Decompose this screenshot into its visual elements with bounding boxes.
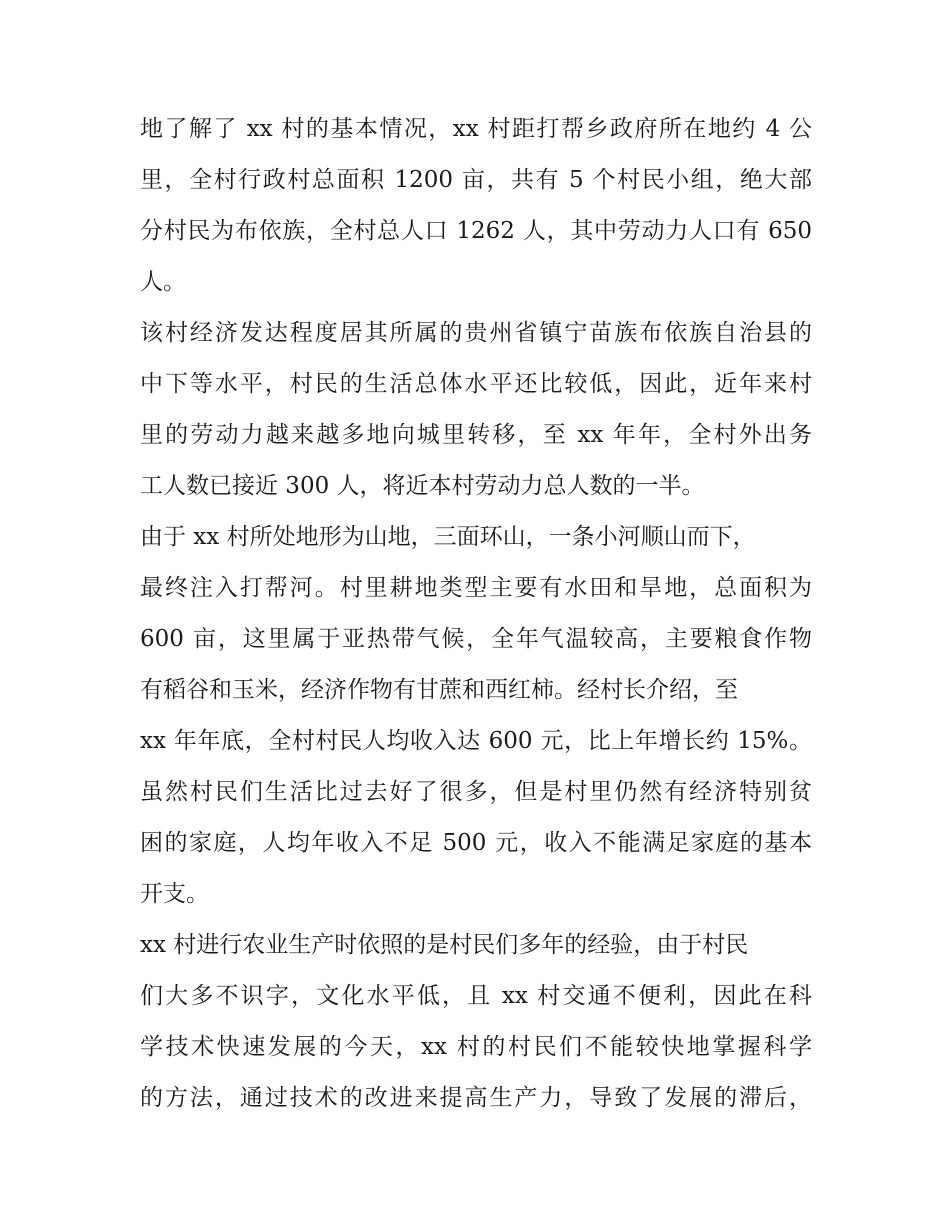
text-line: 地了解了 xx 村的基本情况，xx 村距打帮乡政府所在地约 4 公 xyxy=(140,116,812,142)
text-line: 们大多不识字，文化水平低，且 xx 村交通不便利，因此在科 xyxy=(140,983,812,1009)
document-body xyxy=(140,104,812,1124)
text-line: 分村民为布依族，全村总人口 1262 人，其中劳动力人口有 650 xyxy=(140,218,812,244)
text-line: 人。 xyxy=(140,269,186,295)
text-line: 由于 xx 村所处地形为山地，三面环山，一条小河顺山而下， xyxy=(140,524,756,550)
text-line: 最终注入打帮河。村里耕地类型主要有水田和旱地，总面积为 xyxy=(140,575,812,601)
text-line: 虽然村民们生活比过去好了很多，但是村里仍然有经济特别贫 xyxy=(140,779,812,805)
text-line: 该村经济发达程度居其所属的贵州省镇宁苗族布依族自治县的 xyxy=(140,320,812,346)
text-line: xx 村进行农业生产时依照的是村民们多年的经验，由于村民 xyxy=(140,932,749,958)
text-line: 里的劳动力越来越多地向城里转移，至 xx 年年，全村外出务 xyxy=(140,422,812,448)
text-line: 里，全村行政村总面积 1200 亩，共有 5 个村民小组，绝大部 xyxy=(140,167,812,193)
text-line: 600 亩，这里属于亚热带气候，全年气温较高，主要粮食作物 xyxy=(140,626,812,652)
text-line: 中下等水平，村民的生活总体水平还比较低，因此，近年来村 xyxy=(140,371,812,397)
text-line: 的方法，通过技术的改进来提高生产力，导致了发展的滞后， xyxy=(140,1085,812,1111)
text-line: 学技术快速发展的今天，xx 村的村民们不能较快地掌握科学 xyxy=(140,1034,812,1060)
paragraph-economy-level xyxy=(140,308,812,512)
paragraph-farming-methods xyxy=(140,920,812,1124)
text-line: 工人数已接近 300 人，将近本村劳动力总人数的一半。 xyxy=(140,473,705,499)
text-line: xx 年年底，全村村民人均收入达 600 元，比上年增长约 15%。 xyxy=(140,728,812,754)
paragraph-terrain-agriculture xyxy=(140,512,812,920)
text-line: 有稻谷和玉米，经济作物有甘蔗和西红柿。经村长介绍，至 xyxy=(140,677,738,703)
text-line: 开支。 xyxy=(140,881,209,907)
text-line: 困的家庭，人均年收入不足 500 元，收入不能满足家庭的基本 xyxy=(140,830,812,856)
paragraph-village-overview xyxy=(140,104,812,308)
